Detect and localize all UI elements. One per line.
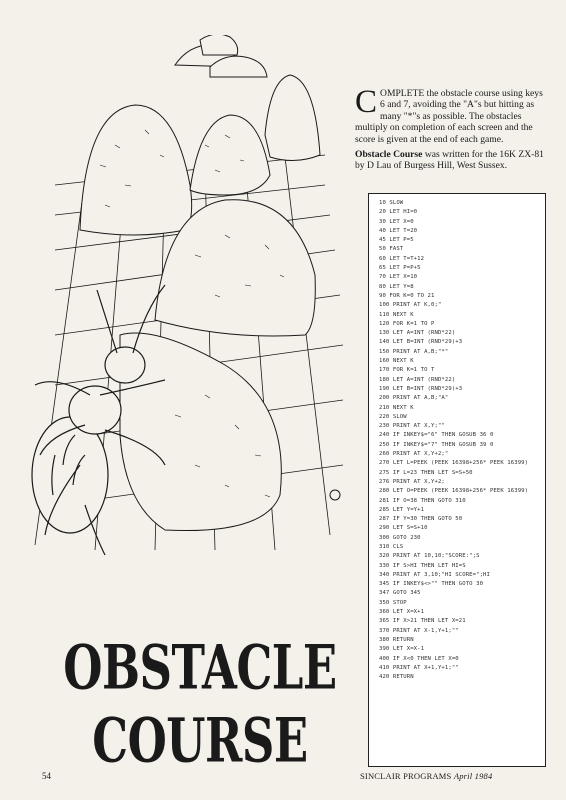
code-line: 45 LET P=5 <box>379 237 414 244</box>
code-line: 100 PRINT AT K,0;" <box>379 302 442 309</box>
code-line: 240 IF INKEY$="6" THEN GOSUB 36 0 <box>379 432 494 439</box>
code-line: 420 RETURN <box>379 674 414 681</box>
mound-far-3 <box>200 35 238 55</box>
code-line: 275 IF L=23 THEN LET S=S+50 <box>379 469 473 476</box>
code-line: 70 LET X=10 <box>379 274 418 281</box>
code-line: 260 PRINT AT X,Y+2;" <box>379 451 449 458</box>
code-line: 287 IF Y=30 THEN GOTO 50 <box>379 516 463 523</box>
code-line: 370 PRINT AT X-1,Y+1;"" <box>379 627 459 634</box>
magazine-footer <box>360 771 492 781</box>
code-line: 270 LET L=PEEK (PEEK 16398+256* PEEK 16399) <box>379 460 529 467</box>
code-line: 340 PRINT AT 3,10;"HI SCORE=";HI <box>379 571 490 578</box>
title-line-2: COURSE <box>92 704 308 777</box>
mound-right-far <box>265 75 320 161</box>
credit-paragraph <box>355 149 545 172</box>
code-line: 160 NEXT K <box>379 358 414 365</box>
program-name: Obstacle Course <box>355 149 423 161</box>
code-line: 410 PRINT AT X+1,Y+1;"" <box>379 664 459 671</box>
code-line: 360 LET X=X+1 <box>379 609 425 616</box>
code-line: 150 PRINT AT A,B;"*" <box>379 348 449 355</box>
code-line: 110 NEXT K <box>379 311 414 318</box>
code-line: 90 FOR K=0 TO 21 <box>379 292 435 299</box>
code-line: 276 PRINT AT X,Y+2; <box>379 478 445 485</box>
code-line: 345 IF INKEY$<>"" THEN GOTO 30 <box>379 581 484 588</box>
code-line: 20 LET HI=0 <box>379 209 418 216</box>
code-line: 180 LET A=INT (RND*22) <box>379 376 456 383</box>
code-line: 347 GOTO 345 <box>379 590 421 597</box>
code-line: 220 SLOW <box>379 413 407 420</box>
code-line: 290 LET S=S+10 <box>379 525 428 532</box>
code-line: 50 FAST <box>379 246 404 253</box>
magazine-name: SINCLAIR PROGRAMS <box>360 771 452 781</box>
code-line: 300 GOTO 230 <box>379 534 421 541</box>
code-line: 310 CLS <box>379 543 404 550</box>
intro-paragraph-text: OMPLETE the obstacle course using keys 6 and 7, avoiding the "A"s but hitting as many "*"s as possible. The obstacles multiply on completion of each screen and the score is given at the end of each game. <box>355 88 543 145</box>
code-line: 230 PRINT AT X,Y;"" <box>379 423 445 430</box>
code-line: 380 RETURN <box>379 636 414 643</box>
code-line: 130 LET A=INT (RND*22) <box>379 330 456 337</box>
code-line: 280 LET O=PEEK (PEEK 16398+256* PEEK 16399) <box>379 488 529 495</box>
code-line: 200 PRINT AT A,B;"A" <box>379 395 449 402</box>
intro-text <box>355 84 545 176</box>
code-line: 65 LET P=P+5 <box>379 265 421 272</box>
article-title <box>40 632 360 778</box>
intro-paragraph <box>355 84 545 145</box>
code-line: 40 LET T=20 <box>379 227 418 234</box>
code-line: 80 LET Y=8 <box>379 283 414 290</box>
code-line: 60 LET T=T+12 <box>379 255 425 262</box>
code-line: 30 LET X=0 <box>379 218 414 225</box>
code-line: 350 STOP <box>379 599 407 606</box>
code-line: 10 SLOW <box>379 200 404 206</box>
page-number: 54 <box>42 771 51 781</box>
title-line-1: OBSTACLE <box>63 632 337 704</box>
ant-obstacle-illustration <box>25 35 345 565</box>
code-line: 140 LET B=INT (RND*29)+3 <box>379 339 463 346</box>
code-line: 210 NEXT K <box>379 404 414 411</box>
code-line: 120 FOR K=1 TO P <box>379 320 435 327</box>
code-line: 285 LET Y=Y+1 <box>379 506 425 513</box>
code-line: 170 FOR K=1 TO T <box>379 367 435 374</box>
program-listing <box>368 193 546 767</box>
drop-cap: C <box>355 84 378 120</box>
code-line: 390 LET X=X-1 <box>379 646 425 653</box>
code-line: 190 LET B=INT (RND*29)+3 <box>379 385 463 392</box>
code-line: 250 IF INKEY$="7" THEN GOSUB 39 0 <box>379 441 494 448</box>
credit-text: was written for the 16K ZX-81 by D Lau of Burgess Hill, West Sussex. <box>355 149 544 172</box>
code-line: 330 IF S>HI THEN LET HI=S <box>379 562 466 569</box>
issue-date: April 1984 <box>453 771 493 781</box>
code-line: 365 IF X>21 THEN LET X=21 <box>379 618 466 625</box>
code-line: 281 IF O=38 THEN GOTO 310 <box>379 497 466 504</box>
mound-mid-1 <box>80 105 192 235</box>
mound-mid-2 <box>190 115 270 195</box>
code-line: 320 PRINT AT 10,10;"SCORE:";S <box>379 553 480 560</box>
code-line: 400 IF X<0 THEN LET X=0 <box>379 655 459 662</box>
